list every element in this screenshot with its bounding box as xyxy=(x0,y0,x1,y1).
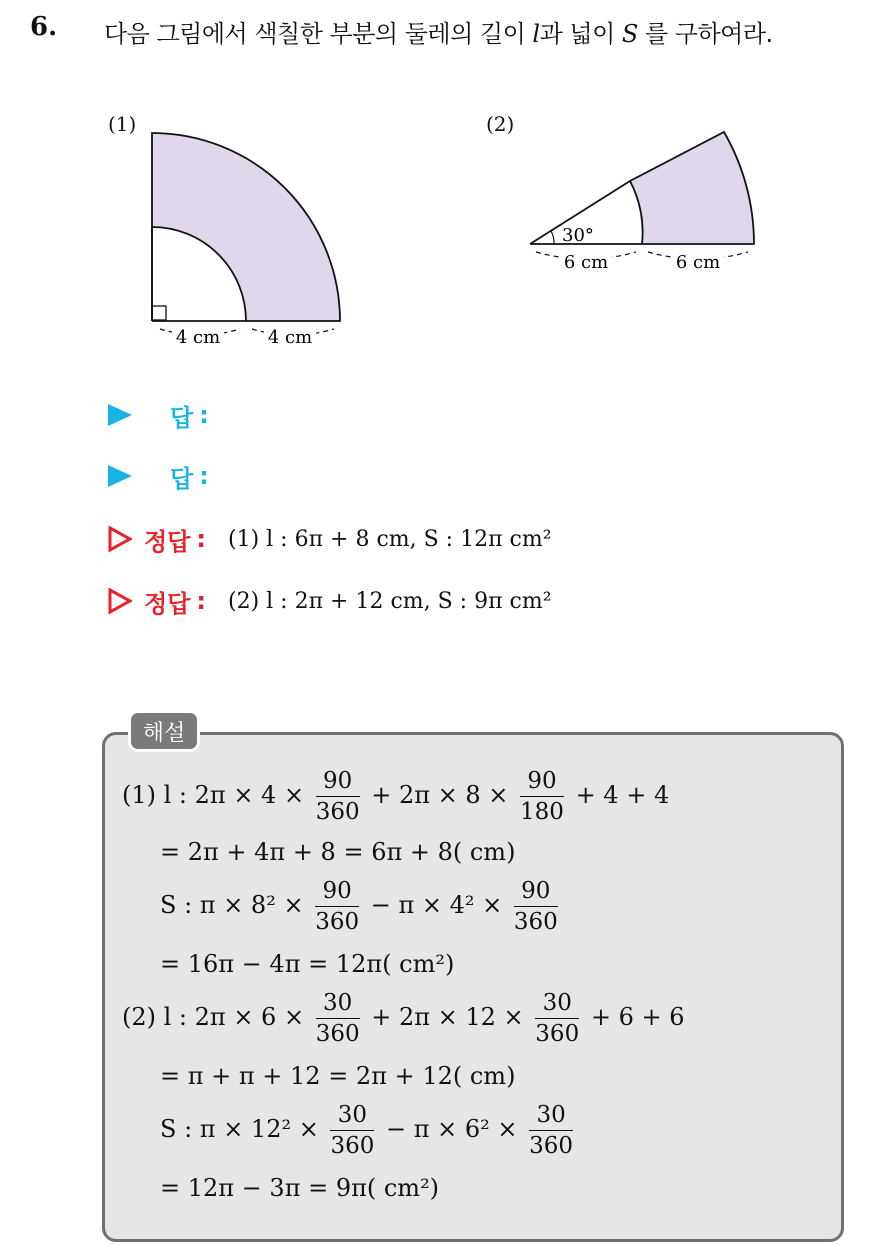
figure-1-label: (1) xyxy=(108,112,137,136)
solution-p1-line4: = 16π − 4π = 12π( cm²) xyxy=(160,950,455,978)
solution-p2-line3 xyxy=(160,1100,577,1161)
question-text-part2: 과 넓이 xyxy=(539,20,622,48)
solution-tab: 해설 xyxy=(128,710,200,752)
numerator: 90 xyxy=(315,876,359,907)
figure-2-dim-left: 6 cm xyxy=(563,252,609,273)
play-icon xyxy=(108,465,132,487)
correct-answer-label: 정답 xyxy=(144,589,191,618)
denominator: 360 xyxy=(535,1021,580,1047)
fraction xyxy=(316,766,360,827)
figure-2-shaded-region xyxy=(630,132,754,244)
solution-p2-line1 xyxy=(122,988,684,1049)
denominator: 360 xyxy=(513,909,558,935)
figure-2-label: (2) xyxy=(486,112,515,136)
answer-row-2 xyxy=(108,459,209,493)
fraction xyxy=(316,988,360,1049)
figure-1-dim-left: 4 cm xyxy=(175,327,221,348)
figure-1-dim-right: 4 cm xyxy=(267,327,313,348)
question-text xyxy=(104,14,773,49)
figure-1-quarter-annulus xyxy=(140,125,360,355)
fraction xyxy=(535,988,579,1049)
answer-label: 답 xyxy=(170,464,194,493)
denominator: 180 xyxy=(520,799,564,825)
angle-arc xyxy=(551,231,554,244)
correct-answer-row-1 xyxy=(108,522,552,556)
outline-triangle-icon xyxy=(108,588,132,614)
correct-answer-colon: : xyxy=(196,525,206,553)
answer-colon: : xyxy=(199,462,209,490)
question-number: 6. xyxy=(30,12,58,42)
text: S : π × 8² × xyxy=(160,891,312,919)
fraction xyxy=(520,766,564,827)
solution-p2-line2: = π + π + 12 = 2π + 12( cm) xyxy=(160,1062,516,1090)
variable-l: l xyxy=(532,20,540,48)
fraction xyxy=(514,876,558,937)
answer-label: 답 xyxy=(170,403,194,432)
solution-p1-line2: = 2π + 4π + 8 = 6π + 8( cm) xyxy=(160,838,516,866)
correct-answer-row-2 xyxy=(108,584,552,618)
angle-label: 30° xyxy=(562,225,594,246)
denominator: 360 xyxy=(315,799,360,825)
correct-answer-label: 정답 xyxy=(144,527,191,556)
numerator: 30 xyxy=(330,1100,374,1131)
figure-2-sector-annulus xyxy=(520,125,770,285)
text: (2) l : 2π × 6 × xyxy=(122,1003,312,1031)
fraction xyxy=(330,1100,374,1161)
question-text-part1: 다음 그림에서 색칠한 부분의 둘레의 길이 xyxy=(104,20,533,48)
text: + 2π × 12 × xyxy=(363,1003,532,1031)
numerator: 30 xyxy=(529,1100,573,1131)
denominator: 360 xyxy=(315,1021,360,1047)
solution-p2-line4: = 12π − 3π = 9π( cm²) xyxy=(160,1174,440,1202)
play-icon xyxy=(108,404,132,426)
numerator: 30 xyxy=(535,988,579,1019)
question-text-part3: 를 구하여라. xyxy=(637,20,773,48)
answer-row-1 xyxy=(108,398,209,432)
text: S : π × 12² × xyxy=(160,1115,327,1143)
text: + 4 + 4 xyxy=(567,781,670,809)
fraction xyxy=(529,1100,573,1161)
denominator: 360 xyxy=(330,1133,375,1159)
outline-triangle-icon xyxy=(108,526,132,552)
denominator: 360 xyxy=(315,909,360,935)
text: + 6 + 6 xyxy=(583,1003,685,1031)
numerator: 30 xyxy=(316,988,360,1019)
variable-S: S xyxy=(621,20,638,48)
correct-answer-colon: : xyxy=(196,587,206,615)
text: + 2π × 8 × xyxy=(363,781,517,809)
numerator: 90 xyxy=(520,766,564,797)
answer-colon: : xyxy=(199,401,209,429)
numerator: 90 xyxy=(316,766,360,797)
text: − π × 6² × xyxy=(378,1115,526,1143)
denominator: 360 xyxy=(529,1133,574,1159)
fraction xyxy=(315,876,359,937)
numerator: 90 xyxy=(514,876,558,907)
figure-1-shaded-region xyxy=(152,133,340,321)
text: − π × 4² × xyxy=(363,891,510,919)
right-angle-marker xyxy=(152,306,166,320)
solution-p1-line3 xyxy=(160,876,562,937)
correct-answer-value: (2) l : 2π + 12 cm, S : 9π cm² xyxy=(227,588,552,614)
text: (1) l : 2π × 4 × xyxy=(122,781,312,809)
correct-answer-value: (1) l : 6π + 8 cm, S : 12π cm² xyxy=(227,526,552,552)
figure-2-dim-right: 6 cm xyxy=(675,252,721,273)
solution-p1-line1 xyxy=(122,766,669,827)
